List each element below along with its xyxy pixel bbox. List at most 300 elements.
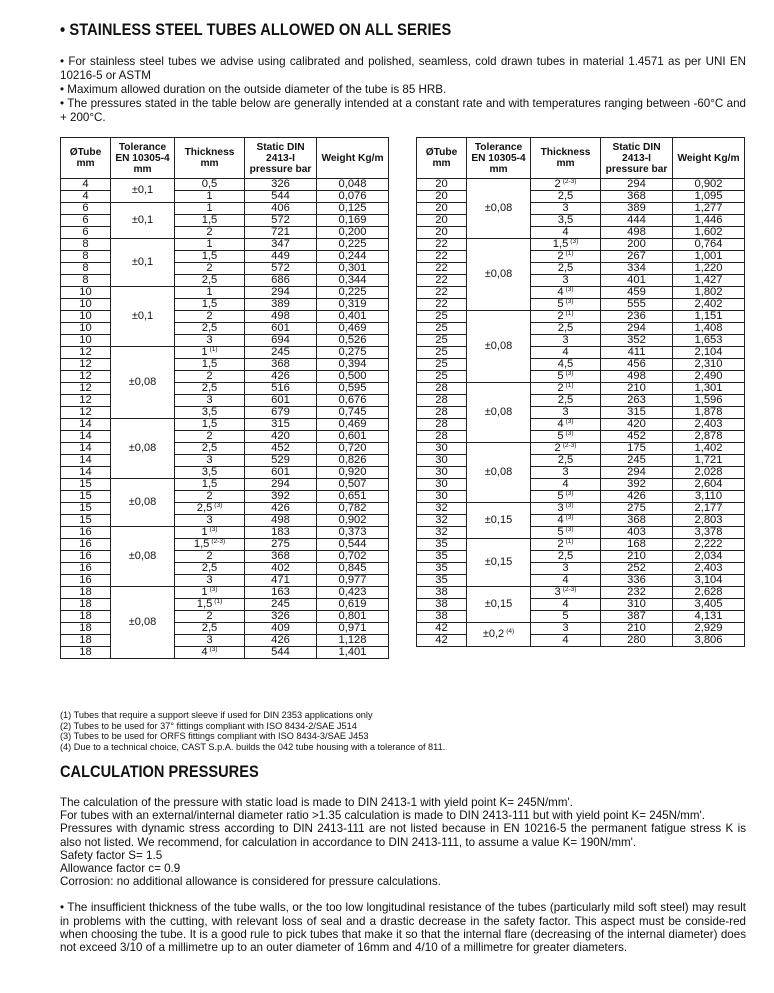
cell-thickness: [531, 323, 601, 335]
cell-thickness: [175, 587, 245, 599]
cell-tube: 30: [417, 479, 467, 491]
cell-tube: 15: [61, 515, 111, 527]
thickness-note: (3): [565, 490, 574, 497]
table-header-row: [61, 138, 389, 179]
cell-weight: 2,604: [673, 479, 745, 491]
thickness-value: 3: [562, 622, 569, 634]
cell-tube: 12: [61, 395, 111, 407]
cell-tube: 22: [417, 251, 467, 263]
header-tolerance: Tolerance EN 10305-4 mm: [467, 138, 531, 179]
cell-weight: 0,225: [317, 239, 389, 251]
cell-thickness: [531, 407, 601, 419]
cell-weight: 2,177: [673, 503, 745, 515]
cell-thickness: [175, 311, 245, 323]
cell-tube: 18: [61, 623, 111, 635]
cell-thickness: [175, 407, 245, 419]
cell-thickness: [175, 191, 245, 203]
thickness-value: 1,5: [196, 598, 213, 610]
cell-weight: 0,826: [317, 455, 389, 467]
intro-line: • For stainless steel tubes we advise using calibrated and polished, seamless, cold drawn tubes in material 1.4571 as per UNI EN 10216-5 or ASTM: [60, 55, 746, 82]
cell-tube: 38: [417, 611, 467, 623]
table-row: [417, 599, 745, 611]
cell-tolerance: [111, 527, 175, 587]
table-row: [417, 587, 745, 599]
cell-weight: 1,446: [673, 215, 745, 227]
cell-pressure: 459: [601, 287, 673, 299]
cell-pressure: 368: [601, 515, 673, 527]
thickness-value: 4: [557, 286, 564, 298]
cell-pressure: 401: [601, 275, 673, 287]
thickness-value: 3,5: [201, 466, 218, 478]
calc-line: Safety factor S= 1.5: [60, 848, 163, 862]
cell-thickness: [531, 359, 601, 371]
table-row: [417, 623, 745, 635]
cell-pressure: 498: [601, 371, 673, 383]
cell-weight: 0,469: [317, 419, 389, 431]
table-row: [61, 179, 389, 191]
table-row: [61, 287, 389, 299]
table-row: [417, 179, 745, 191]
cell-tube: 14: [61, 431, 111, 443]
cell-weight: 3,806: [673, 635, 745, 647]
table-row: [417, 503, 745, 515]
cell-pressure: 336: [601, 575, 673, 587]
cell-weight: 1,802: [673, 287, 745, 299]
cell-weight: 0,500: [317, 371, 389, 383]
table-row: [61, 503, 389, 515]
cell-tolerance: [111, 287, 175, 347]
cell-weight: 2,310: [673, 359, 745, 371]
thickness-value: 1,5: [201, 298, 218, 310]
table-row: [61, 299, 389, 311]
table-row: [61, 575, 389, 587]
cell-pressure: 294: [601, 467, 673, 479]
thickness-value: 1,5: [201, 418, 218, 430]
thickness-note: (3): [209, 646, 218, 653]
cell-tube: 20: [417, 227, 467, 239]
thickness-note: (1): [565, 538, 574, 545]
footnote: (4) Due to a technical choice, CAST S.p.A. builds the 042 tube housing with a tolerance of 811.: [60, 741, 446, 752]
cell-tube: 25: [417, 335, 467, 347]
cell-tube: 32: [417, 515, 467, 527]
cell-tube: 15: [61, 491, 111, 503]
table-row: [417, 539, 745, 551]
cell-weight: 4,131: [673, 611, 745, 623]
cell-weight: 1,001: [673, 251, 745, 263]
cell-pressure: 275: [601, 503, 673, 515]
cell-weight: 0,301: [317, 263, 389, 275]
cell-pressure: 294: [245, 479, 317, 491]
table-row: [417, 347, 745, 359]
cell-pressure: 679: [245, 407, 317, 419]
cell-thickness: [531, 179, 601, 191]
cell-thickness: [175, 503, 245, 515]
thickness-value: 3: [554, 586, 561, 598]
footnote: (3) Tubes to be used for ORFS fittings compliant with ISO 8434-3/SAE J453: [60, 731, 369, 741]
thickness-note: (1): [214, 598, 223, 605]
cell-pressure: 426: [601, 491, 673, 503]
cell-pressure: 420: [601, 419, 673, 431]
calculation-text: [60, 796, 746, 954]
cell-thickness: [175, 275, 245, 287]
thickness-note: (3): [209, 586, 218, 593]
cell-thickness: [531, 527, 601, 539]
cell-pressure: 601: [245, 467, 317, 479]
cell-thickness: [175, 527, 245, 539]
thickness-value: 2: [206, 550, 213, 562]
cell-tolerance: [467, 179, 531, 239]
cell-tube: 22: [417, 275, 467, 287]
cell-tube: 25: [417, 371, 467, 383]
calc-line: For tubes with an external/internal diameter ratio >1.35 calculation is made to DIN 2413-111 but with yield point K= 245N/mm'.: [60, 809, 705, 823]
cell-tolerance: [467, 383, 531, 443]
cell-thickness: [531, 515, 601, 527]
thickness-note: (3): [565, 430, 574, 437]
cell-pressure: 452: [245, 443, 317, 455]
cell-tube: 8: [61, 263, 111, 275]
cell-tolerance: [111, 179, 175, 203]
cell-tube: 14: [61, 419, 111, 431]
thickness-note: (3): [565, 418, 574, 425]
cell-thickness: [175, 179, 245, 191]
table-row: [417, 227, 745, 239]
thickness-value: 3: [562, 466, 569, 478]
cell-weight: 2,222: [673, 539, 745, 551]
table-row: [417, 455, 745, 467]
table-row: [61, 611, 389, 623]
table-row: [417, 395, 745, 407]
cell-tube: 22: [417, 263, 467, 275]
thickness-value: 1: [201, 586, 208, 598]
table-row: [61, 623, 389, 635]
table-row: [61, 527, 389, 539]
table-row: [61, 383, 389, 395]
cell-weight: 1,596: [673, 395, 745, 407]
calc-note: • The insufficient thickness of the tube walls, or the too low longitudinal resistance of the tubes (particularly mild soft steel) may result in problems with the cutting, with relevant loss of seal and a drastic decrease in the safety factor. This aspect must be conside-red when choosing the tube. It is a good rule to pick tubes that make it so that the internal flare (decreasing of the internal diameter) does not exceed 3/10 of a millimetre up to an outer diameter of 16mm and 4/10 of a millimetre for greater diameters.: [60, 901, 746, 955]
thickness-value: 2,5: [557, 322, 574, 334]
intro-line: • Maximum allowed duration on the outside diameter of the tube is 85 HRB.: [60, 83, 447, 96]
intro-text: [60, 55, 746, 125]
cell-tube: 10: [61, 335, 111, 347]
thickness-value: 2: [206, 262, 213, 274]
cell-tube: 12: [61, 359, 111, 371]
cell-thickness: [531, 563, 601, 575]
table-row: [417, 491, 745, 503]
cell-weight: 0,275: [317, 347, 389, 359]
cell-thickness: [175, 251, 245, 263]
table-body: [61, 179, 389, 659]
table-row: [417, 575, 745, 587]
cell-weight: 0,076: [317, 191, 389, 203]
footnote: (1) Tubes that require a support sleeve if used for DIN 2353 applications only: [60, 710, 373, 720]
cell-pressure: 471: [245, 575, 317, 587]
thickness-value: 2: [206, 610, 213, 622]
cell-thickness: [175, 539, 245, 551]
thickness-note: (3): [570, 238, 579, 245]
cell-weight: 0,394: [317, 359, 389, 371]
cell-weight: 3,104: [673, 575, 745, 587]
cell-tube: 30: [417, 455, 467, 467]
cell-pressure: 183: [245, 527, 317, 539]
thickness-value: 2,5: [196, 502, 213, 514]
table-row: [61, 371, 389, 383]
cell-pressure: 368: [245, 359, 317, 371]
cell-weight: 1,128: [317, 635, 389, 647]
cell-pressure: 387: [601, 611, 673, 623]
cell-weight: 1,095: [673, 191, 745, 203]
cell-thickness: [531, 587, 601, 599]
cell-weight: 2,403: [673, 563, 745, 575]
cell-pressure: 402: [245, 563, 317, 575]
thickness-value: 1: [206, 190, 213, 202]
thickness-value: 2: [206, 370, 213, 382]
cell-weight: 0,764: [673, 239, 745, 251]
tolerance-value: ±0,08: [484, 202, 513, 214]
tolerance-value: ±0,1: [131, 310, 154, 322]
thickness-value: 2,5: [201, 622, 218, 634]
thickness-value: 3: [557, 502, 564, 514]
cell-tube: 16: [61, 563, 111, 575]
thickness-value: 2: [557, 250, 564, 262]
cell-thickness: [531, 311, 601, 323]
cell-tube: 14: [61, 467, 111, 479]
cell-pressure: 245: [601, 455, 673, 467]
thickness-note: (3): [565, 526, 574, 533]
tolerance-value: ±0,08: [128, 376, 157, 388]
cell-tube: 6: [61, 203, 111, 215]
tolerance-value: ±0,08: [484, 466, 513, 478]
table-row: [417, 311, 745, 323]
cell-weight: 1,602: [673, 227, 745, 239]
cell-tolerance: [111, 479, 175, 527]
cell-tube: 20: [417, 191, 467, 203]
thickness-value: 2: [557, 310, 564, 322]
cell-tube: 28: [417, 383, 467, 395]
table-row: [417, 335, 745, 347]
cell-weight: 1,402: [673, 443, 745, 455]
cell-pressure: 163: [245, 587, 317, 599]
cell-pressure: 498: [601, 227, 673, 239]
table-row: [61, 515, 389, 527]
cell-pressure: 452: [601, 431, 673, 443]
table-row: [61, 275, 389, 287]
cell-weight: 0,902: [317, 515, 389, 527]
thickness-value: 3: [562, 334, 569, 346]
cell-weight: 1,301: [673, 383, 745, 395]
cell-weight: 0,507: [317, 479, 389, 491]
table-row: [61, 323, 389, 335]
cell-thickness: [531, 287, 601, 299]
cell-thickness: [531, 191, 601, 203]
cell-thickness: [175, 431, 245, 443]
table-row: [61, 647, 389, 659]
cell-weight: 3,405: [673, 599, 745, 611]
table-row: [61, 419, 389, 431]
cell-weight: 2,403: [673, 419, 745, 431]
cell-thickness: [531, 239, 601, 251]
thickness-value: 3: [206, 334, 213, 346]
cell-weight: 0,977: [317, 575, 389, 587]
footnote: (2) Tubes to be used for 37° fittings compliant with ISO 8434-2/SAE J514: [60, 720, 357, 731]
thickness-value: 2,5: [201, 442, 218, 454]
table-row: [61, 479, 389, 491]
thickness-value: 5: [557, 430, 564, 442]
cell-pressure: 368: [245, 551, 317, 563]
cell-thickness: [531, 623, 601, 635]
header-pressure: Static DIN 2413-I pressure bar: [245, 138, 317, 179]
cell-tube: 16: [61, 575, 111, 587]
cell-pressure: 347: [245, 239, 317, 251]
cell-tube: 28: [417, 395, 467, 407]
cell-weight: 0,902: [673, 179, 745, 191]
thickness-note: (3): [565, 286, 574, 293]
cell-tube: 18: [61, 635, 111, 647]
thickness-value: 1,5: [193, 538, 210, 550]
cell-pressure: 315: [601, 407, 673, 419]
cell-weight: 0,373: [317, 527, 389, 539]
cell-thickness: [175, 599, 245, 611]
cell-tube: 28: [417, 431, 467, 443]
table-row: [61, 407, 389, 419]
thickness-note: (1): [565, 310, 574, 317]
cell-thickness: [531, 455, 601, 467]
cell-tube: 35: [417, 539, 467, 551]
cell-tolerance: [111, 347, 175, 419]
cell-thickness: [175, 371, 245, 383]
cell-thickness: [175, 215, 245, 227]
table-row: [417, 443, 745, 455]
cell-pressure: 572: [245, 215, 317, 227]
cell-thickness: [175, 443, 245, 455]
cell-tube: 20: [417, 179, 467, 191]
cell-pressure: 368: [601, 191, 673, 203]
cell-weight: 0,595: [317, 383, 389, 395]
cell-thickness: [531, 575, 601, 587]
cell-pressure: 294: [245, 287, 317, 299]
cell-pressure: 456: [601, 359, 673, 371]
thickness-value: 5: [562, 610, 569, 622]
cell-tube: 12: [61, 383, 111, 395]
thickness-value: 2: [557, 538, 564, 550]
thickness-note: (1): [565, 250, 574, 257]
cell-weight: 1,427: [673, 275, 745, 287]
thickness-value: 4: [562, 574, 569, 586]
cell-tube: 30: [417, 467, 467, 479]
thickness-value: 2: [557, 382, 564, 394]
table-row: [417, 611, 745, 623]
tolerance-value: ±0,15: [484, 514, 513, 526]
cell-weight: 2,104: [673, 347, 745, 359]
cell-thickness: [531, 347, 601, 359]
thickness-value: 4,5: [557, 358, 574, 370]
table-row: [417, 551, 745, 563]
cell-weight: 0,971: [317, 623, 389, 635]
intro-line: • The pressures stated in the table below are generally intended at a constant rate and with temperatures ranging between -60°C and + 200°C.: [60, 97, 746, 124]
cell-weight: 2,034: [673, 551, 745, 563]
cell-pressure: 721: [245, 227, 317, 239]
cell-weight: 0,125: [317, 203, 389, 215]
cell-thickness: [531, 335, 601, 347]
cell-weight: 0,401: [317, 311, 389, 323]
calc-line: The calculation of the pressure with static load is made to DIN 2413-1 with yield point K= 245N/mm'.: [60, 796, 573, 809]
cell-pressure: 236: [601, 311, 673, 323]
cell-weight: 1,151: [673, 311, 745, 323]
cell-pressure: 275: [245, 539, 317, 551]
cell-weight: 2,929: [673, 623, 745, 635]
thickness-value: 2: [206, 490, 213, 502]
cell-pressure: 529: [245, 455, 317, 467]
section-title: CALCULATION PRESSURES: [60, 762, 259, 781]
cell-weight: 2,803: [673, 515, 745, 527]
thickness-value: 1: [206, 202, 213, 214]
cell-thickness: [531, 299, 601, 311]
cell-thickness: [531, 215, 601, 227]
table-row: [417, 431, 745, 443]
table-row: [417, 383, 745, 395]
cell-weight: 0,544: [317, 539, 389, 551]
thickness-value: 4: [562, 226, 569, 238]
cell-tube: 18: [61, 611, 111, 623]
thickness-value: 1: [201, 346, 208, 358]
cell-weight: 3,110: [673, 491, 745, 503]
tolerance-value: ±0,15: [484, 556, 513, 568]
thickness-value: 5: [557, 526, 564, 538]
cell-tolerance: [111, 203, 175, 239]
header-weight: Weight Kg/m: [317, 138, 389, 179]
cell-pressure: 409: [245, 623, 317, 635]
cell-pressure: 601: [245, 323, 317, 335]
cell-thickness: [175, 239, 245, 251]
thickness-value: 3,5: [557, 214, 574, 226]
cell-thickness: [175, 335, 245, 347]
cell-weight: 0,048: [317, 179, 389, 191]
thickness-value: 1: [206, 286, 213, 298]
table-row: [61, 263, 389, 275]
thickness-value: 3: [206, 634, 213, 646]
cell-thickness: [531, 503, 601, 515]
cell-tube: 25: [417, 347, 467, 359]
cell-thickness: [175, 383, 245, 395]
cell-weight: 2,402: [673, 299, 745, 311]
table-row: [61, 311, 389, 323]
table-row: [61, 191, 389, 203]
cell-weight: 2,628: [673, 587, 745, 599]
cell-thickness: [175, 263, 245, 275]
table-row: [61, 467, 389, 479]
cell-thickness: [175, 563, 245, 575]
cell-weight: 0,319: [317, 299, 389, 311]
cell-weight: 0,469: [317, 323, 389, 335]
table-row: [61, 335, 389, 347]
table-header-row: [417, 138, 745, 179]
thickness-note: (3): [214, 502, 223, 509]
header-thickness: Thickness mm: [531, 138, 601, 179]
table-row: [61, 539, 389, 551]
cell-tube: 15: [61, 479, 111, 491]
thickness-value: 0,5: [201, 178, 218, 190]
table-row: [417, 419, 745, 431]
cell-weight: 0,601: [317, 431, 389, 443]
cell-tolerance: [467, 239, 531, 311]
cell-pressure: 175: [601, 443, 673, 455]
cell-tolerance: [467, 539, 531, 587]
cell-tube: 32: [417, 527, 467, 539]
cell-tolerance: [467, 311, 531, 383]
thickness-value: 2: [206, 310, 213, 322]
cell-thickness: [175, 647, 245, 659]
cell-tolerance: [467, 503, 531, 539]
cell-pressure: 694: [245, 335, 317, 347]
